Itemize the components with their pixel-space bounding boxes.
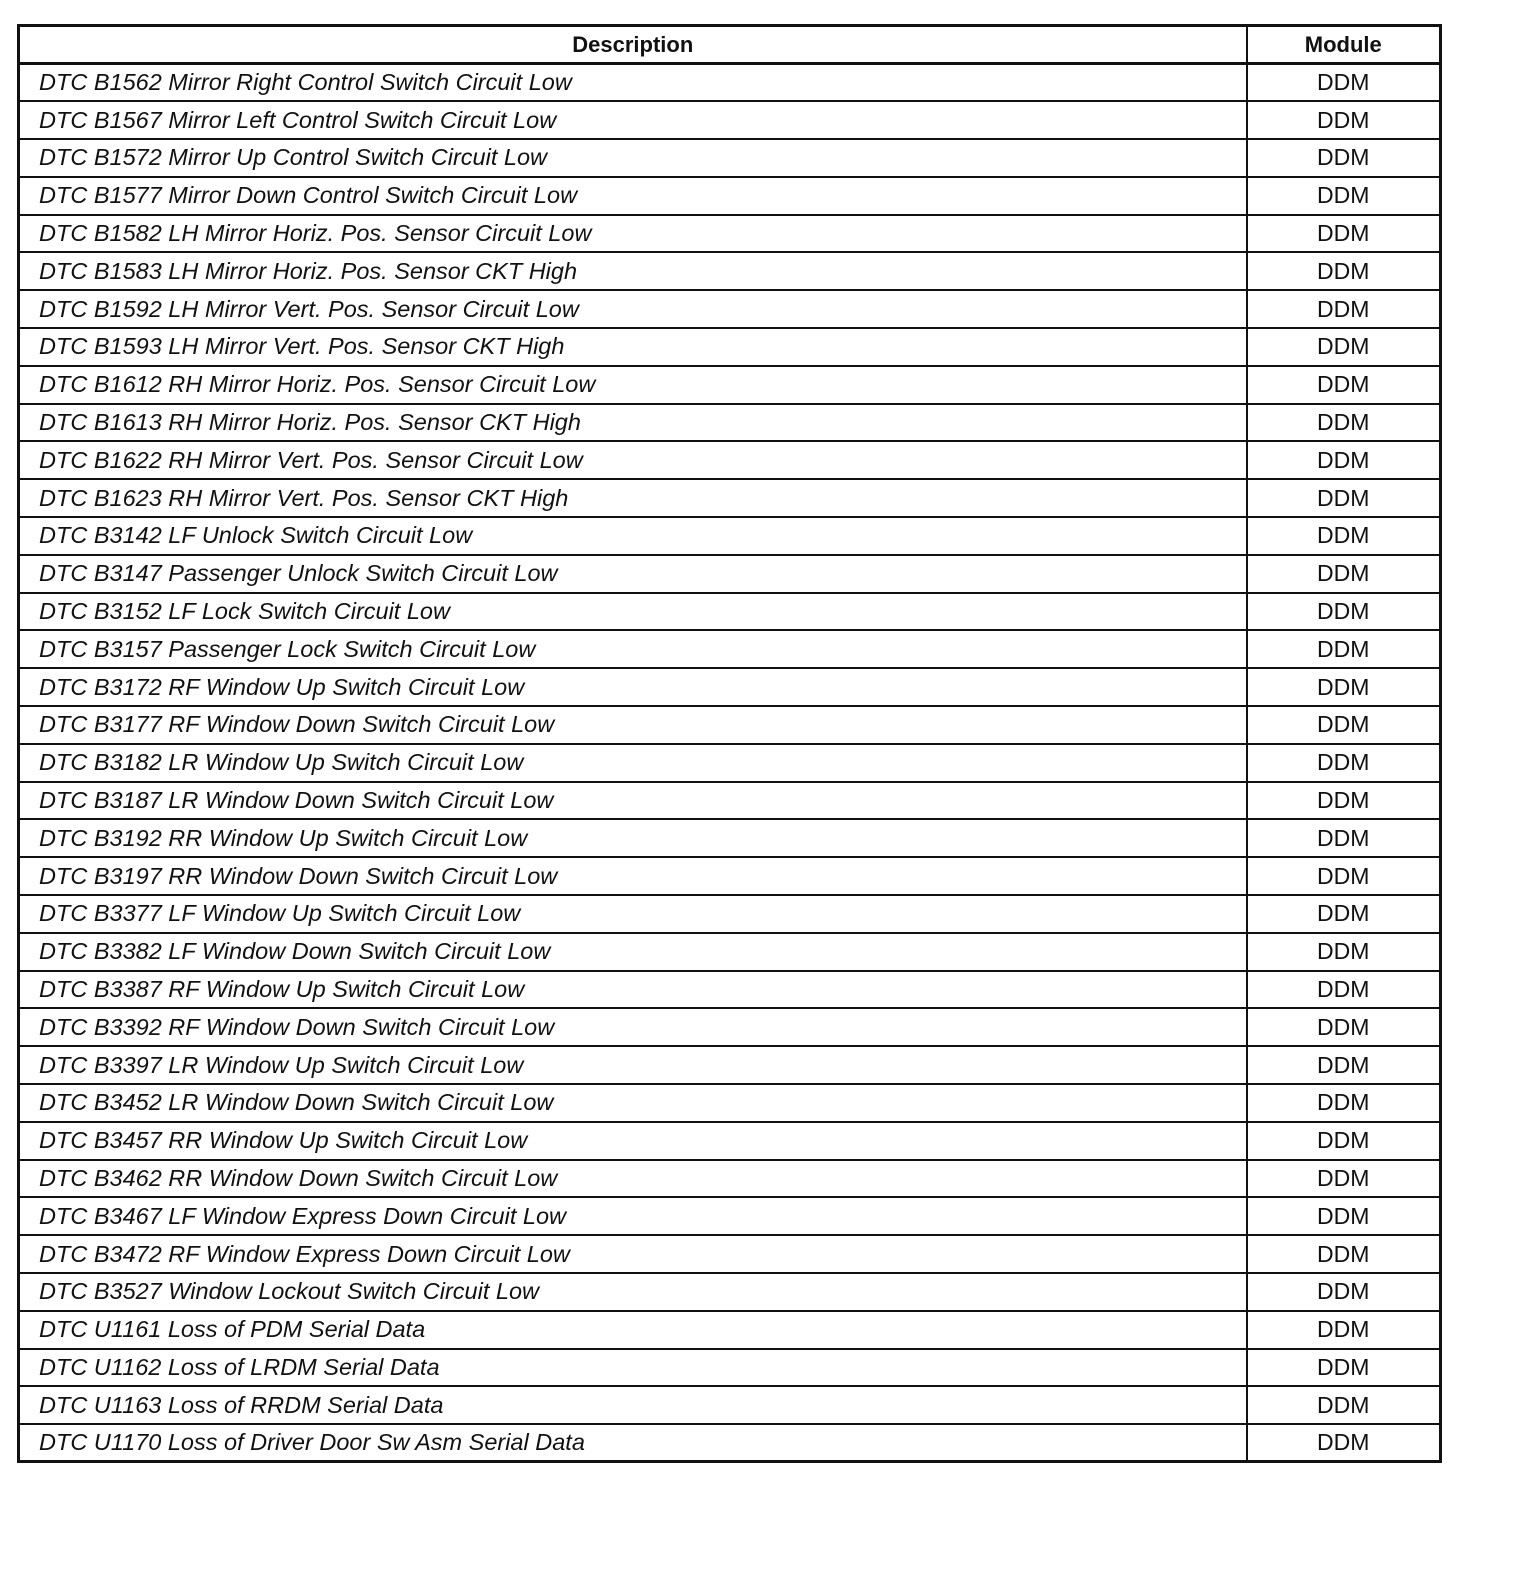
dtc-description-cell: DTC B3392 RF Window Down Switch Circuit Low bbox=[19, 1008, 1247, 1046]
module-cell: DDM bbox=[1247, 139, 1441, 177]
module-cell: DDM bbox=[1247, 971, 1441, 1009]
dtc-description-cell: DTC B3142 LF Unlock Switch Circuit Low bbox=[19, 517, 1247, 555]
module-cell: DDM bbox=[1247, 101, 1441, 139]
table-row bbox=[19, 895, 1441, 933]
dtc-description-cell: DTC B1562 Mirror Right Control Switch Circuit Low bbox=[19, 64, 1247, 102]
table-row bbox=[19, 857, 1441, 895]
dtc-description-cell: DTC B3177 RF Window Down Switch Circuit Low bbox=[19, 706, 1247, 744]
module-cell: DDM bbox=[1247, 1197, 1441, 1235]
dtc-description-cell: DTC U1161 Loss of PDM Serial Data bbox=[19, 1311, 1247, 1349]
table-row bbox=[19, 744, 1441, 782]
module-cell: DDM bbox=[1247, 857, 1441, 895]
table-body bbox=[19, 64, 1441, 1462]
table-row bbox=[19, 366, 1441, 404]
module-cell: DDM bbox=[1247, 328, 1441, 366]
dtc-description-cell: DTC B3182 LR Window Up Switch Circuit Low bbox=[19, 744, 1247, 782]
module-cell: DDM bbox=[1247, 479, 1441, 517]
table-row bbox=[19, 252, 1441, 290]
module-cell: DDM bbox=[1247, 441, 1441, 479]
dtc-description-cell: DTC B3147 Passenger Unlock Switch Circuit Low bbox=[19, 555, 1247, 593]
dtc-description-cell: DTC B1567 Mirror Left Control Switch Circuit Low bbox=[19, 101, 1247, 139]
dtc-description-cell: DTC B1577 Mirror Down Control Switch Circuit Low bbox=[19, 177, 1247, 215]
module-cell: DDM bbox=[1247, 517, 1441, 555]
module-cell: DDM bbox=[1247, 1386, 1441, 1424]
dtc-description-cell: DTC B3382 LF Window Down Switch Circuit Low bbox=[19, 933, 1247, 971]
table-row bbox=[19, 1386, 1441, 1424]
table-row bbox=[19, 177, 1441, 215]
dtc-description-cell: DTC B3157 Passenger Lock Switch Circuit Low bbox=[19, 630, 1247, 668]
module-cell: DDM bbox=[1247, 404, 1441, 442]
dtc-description-cell: DTC B1622 RH Mirror Vert. Pos. Sensor Circuit Low bbox=[19, 441, 1247, 479]
table-row bbox=[19, 404, 1441, 442]
module-cell: DDM bbox=[1247, 668, 1441, 706]
table-row bbox=[19, 1197, 1441, 1235]
table-row bbox=[19, 290, 1441, 328]
module-cell: DDM bbox=[1247, 177, 1441, 215]
table-row bbox=[19, 668, 1441, 706]
module-cell: DDM bbox=[1247, 593, 1441, 631]
table-row bbox=[19, 1046, 1441, 1084]
module-cell: DDM bbox=[1247, 895, 1441, 933]
module-cell: DDM bbox=[1247, 706, 1441, 744]
dtc-description-cell: DTC B3462 RR Window Down Switch Circuit Low bbox=[19, 1160, 1247, 1198]
module-cell: DDM bbox=[1247, 1046, 1441, 1084]
description-column-header: Description bbox=[19, 26, 1247, 64]
dtc-description-cell: DTC B3397 LR Window Up Switch Circuit Low bbox=[19, 1046, 1247, 1084]
dtc-description-cell: DTC B3527 Window Lockout Switch Circuit Low bbox=[19, 1273, 1247, 1311]
table-row bbox=[19, 101, 1441, 139]
table-row bbox=[19, 1273, 1441, 1311]
table-row bbox=[19, 555, 1441, 593]
table-row bbox=[19, 1122, 1441, 1160]
module-column-header: Module bbox=[1247, 26, 1441, 64]
dtc-description-cell: DTC B3467 LF Window Express Down Circuit Low bbox=[19, 1197, 1247, 1235]
module-cell: DDM bbox=[1247, 1084, 1441, 1122]
table-row bbox=[19, 215, 1441, 253]
dtc-description-cell: DTC B3197 RR Window Down Switch Circuit Low bbox=[19, 857, 1247, 895]
module-cell: DDM bbox=[1247, 1349, 1441, 1387]
table-row bbox=[19, 706, 1441, 744]
table-row bbox=[19, 819, 1441, 857]
module-cell: DDM bbox=[1247, 64, 1441, 102]
dtc-description-cell: DTC B1583 LH Mirror Horiz. Pos. Sensor CKT High bbox=[19, 252, 1247, 290]
module-cell: DDM bbox=[1247, 744, 1441, 782]
dtc-description-cell: DTC B1612 RH Mirror Horiz. Pos. Sensor Circuit Low bbox=[19, 366, 1247, 404]
table-row bbox=[19, 782, 1441, 820]
dtc-description-cell: DTC B1592 LH Mirror Vert. Pos. Sensor Circuit Low bbox=[19, 290, 1247, 328]
module-cell: DDM bbox=[1247, 1160, 1441, 1198]
dtc-description-cell: DTC B3152 LF Lock Switch Circuit Low bbox=[19, 593, 1247, 631]
module-cell: DDM bbox=[1247, 1273, 1441, 1311]
dtc-description-cell: DTC B3387 RF Window Up Switch Circuit Low bbox=[19, 971, 1247, 1009]
table-row bbox=[19, 517, 1441, 555]
table-row bbox=[19, 328, 1441, 366]
module-cell: DDM bbox=[1247, 555, 1441, 593]
dtc-description-cell: DTC U1163 Loss of RRDM Serial Data bbox=[19, 1386, 1247, 1424]
module-cell: DDM bbox=[1247, 1235, 1441, 1273]
module-cell: DDM bbox=[1247, 290, 1441, 328]
module-cell: DDM bbox=[1247, 1008, 1441, 1046]
dtc-description-cell: DTC B1623 RH Mirror Vert. Pos. Sensor CKT High bbox=[19, 479, 1247, 517]
dtc-description-cell: DTC B3472 RF Window Express Down Circuit Low bbox=[19, 1235, 1247, 1273]
module-cell: DDM bbox=[1247, 366, 1441, 404]
table-row bbox=[19, 1424, 1441, 1462]
module-cell: DDM bbox=[1247, 819, 1441, 857]
table-row bbox=[19, 479, 1441, 517]
module-cell: DDM bbox=[1247, 215, 1441, 253]
dtc-description-cell: DTC B3457 RR Window Up Switch Circuit Low bbox=[19, 1122, 1247, 1160]
module-cell: DDM bbox=[1247, 1424, 1441, 1462]
table-row bbox=[19, 1235, 1441, 1273]
dtc-description-cell: DTC B3172 RF Window Up Switch Circuit Low bbox=[19, 668, 1247, 706]
dtc-description-cell: DTC B1593 LH Mirror Vert. Pos. Sensor CKT High bbox=[19, 328, 1247, 366]
table-row bbox=[19, 933, 1441, 971]
dtc-description-cell: DTC B1613 RH Mirror Horiz. Pos. Sensor CKT High bbox=[19, 404, 1247, 442]
table-row bbox=[19, 139, 1441, 177]
dtc-description-cell: DTC B3452 LR Window Down Switch Circuit Low bbox=[19, 1084, 1247, 1122]
dtc-description-cell: DTC B3377 LF Window Up Switch Circuit Low bbox=[19, 895, 1247, 933]
dtc-description-cell: DTC B3192 RR Window Up Switch Circuit Low bbox=[19, 819, 1247, 857]
module-cell: DDM bbox=[1247, 630, 1441, 668]
dtc-description-cell: DTC U1170 Loss of Driver Door Sw Asm Serial Data bbox=[19, 1424, 1247, 1462]
module-cell: DDM bbox=[1247, 1311, 1441, 1349]
module-cell: DDM bbox=[1247, 782, 1441, 820]
dtc-description-cell: DTC B3187 LR Window Down Switch Circuit Low bbox=[19, 782, 1247, 820]
dtc-description-cell: DTC B1572 Mirror Up Control Switch Circuit Low bbox=[19, 139, 1247, 177]
table-row bbox=[19, 1349, 1441, 1387]
table-row bbox=[19, 593, 1441, 631]
dtc-description-cell: DTC B1582 LH Mirror Horiz. Pos. Sensor Circuit Low bbox=[19, 215, 1247, 253]
table-header-row bbox=[19, 26, 1441, 64]
table-row bbox=[19, 630, 1441, 668]
table-row bbox=[19, 64, 1441, 102]
table-row bbox=[19, 971, 1441, 1009]
table-row bbox=[19, 1311, 1441, 1349]
table-row bbox=[19, 1084, 1441, 1122]
module-cell: DDM bbox=[1247, 252, 1441, 290]
module-cell: DDM bbox=[1247, 1122, 1441, 1160]
dtc-description-cell: DTC U1162 Loss of LRDM Serial Data bbox=[19, 1349, 1247, 1387]
table-row bbox=[19, 441, 1441, 479]
module-cell: DDM bbox=[1247, 933, 1441, 971]
table-row bbox=[19, 1160, 1441, 1198]
table-row bbox=[19, 1008, 1441, 1046]
dtc-table bbox=[17, 24, 1442, 1463]
